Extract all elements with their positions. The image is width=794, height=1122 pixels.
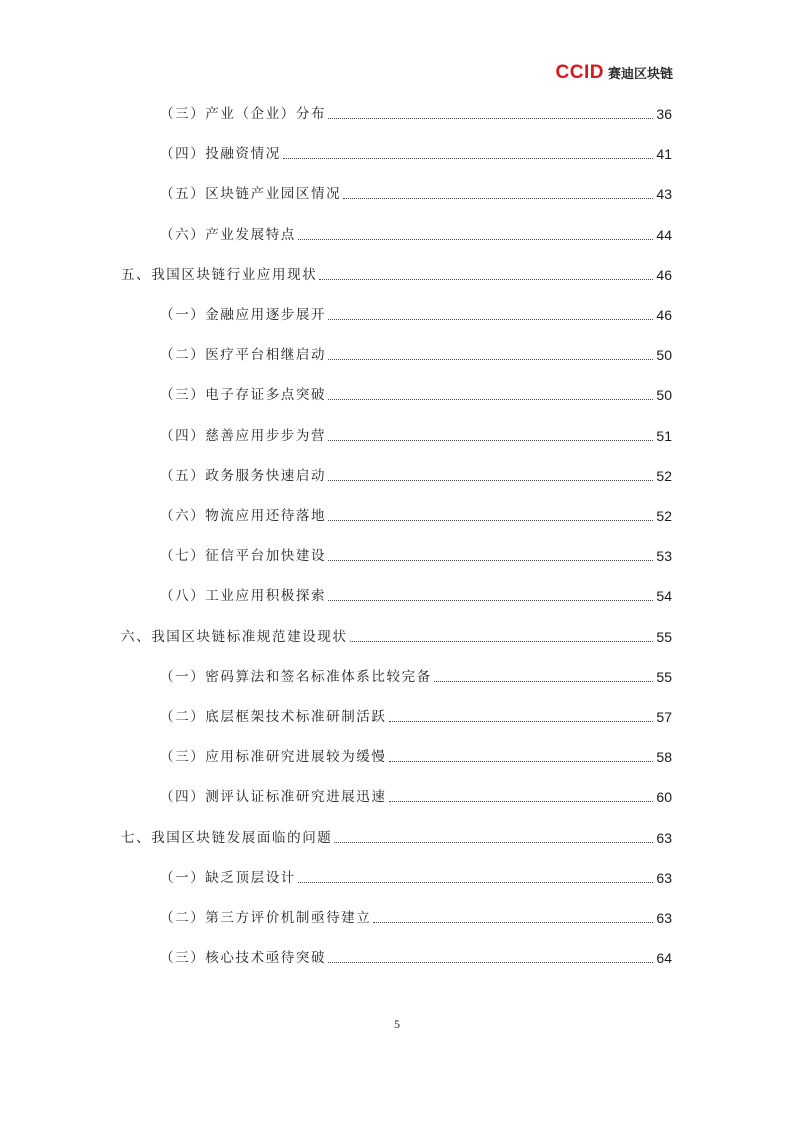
- toc-entry-title: （二）底层框架技术标准研制活跃: [160, 709, 387, 725]
- toc-entry-title: （六）物流应用还待落地: [160, 508, 327, 524]
- toc-section-entry[interactable]: [160, 544, 672, 566]
- toc-entry-page: 43: [656, 186, 672, 203]
- toc-entry-page: 53: [656, 548, 672, 565]
- toc-dot-leader: [328, 480, 653, 481]
- toc-dot-leader: [328, 962, 653, 963]
- toc-dot-leader: [343, 198, 653, 199]
- toc-section-entry[interactable]: [160, 665, 672, 687]
- toc-section-entry[interactable]: [160, 705, 672, 727]
- toc-entry-title: （三）核心技术亟待突破: [160, 950, 327, 967]
- toc-dot-leader: [389, 801, 654, 802]
- toc-dot-leader: [319, 279, 653, 280]
- toc-dot-leader: [389, 721, 654, 722]
- toc-section-entry[interactable]: [160, 866, 672, 888]
- toc-section-entry[interactable]: [160, 906, 672, 928]
- toc-entry-page: 60: [656, 789, 672, 806]
- toc-entry-page: 46: [656, 307, 672, 323]
- toc-dot-leader: [328, 560, 653, 561]
- toc-section-entry[interactable]: [160, 584, 672, 606]
- toc-entry-title: （六）产业发展特点: [160, 226, 296, 243]
- toc-dot-leader: [298, 882, 654, 883]
- toc-section-entry[interactable]: [160, 343, 672, 365]
- toc-section-entry[interactable]: [160, 182, 672, 204]
- toc-entry-page: 41: [656, 146, 672, 163]
- toc-section-entry[interactable]: [160, 464, 672, 486]
- toc-dot-leader: [298, 239, 654, 240]
- toc-dot-leader: [350, 641, 654, 642]
- toc-entry-title: （一）金融应用逐步展开: [160, 307, 327, 323]
- toc-dot-leader: [328, 440, 653, 441]
- toc-entry-page: 63: [656, 829, 672, 846]
- toc-dot-leader: [328, 319, 653, 320]
- toc-entry-title: （二）医疗平台相继启动: [160, 347, 327, 364]
- toc-dot-leader: [328, 118, 653, 119]
- toc-chapter-entry[interactable]: [121, 625, 672, 647]
- toc-dot-leader: [328, 600, 653, 601]
- toc-entry-title: （五）区块链产业园区情况: [160, 186, 342, 203]
- toc-section-entry[interactable]: [160, 223, 672, 245]
- header-brand-logo: [556, 62, 673, 84]
- toc-section-entry[interactable]: [160, 102, 672, 124]
- toc-entry-page: 52: [656, 508, 672, 524]
- toc-chapter-entry[interactable]: [121, 826, 672, 848]
- toc-dot-leader: [334, 842, 653, 843]
- toc-dot-leader: [389, 761, 654, 762]
- toc-section-entry[interactable]: [160, 946, 672, 968]
- toc-entry-page: 55: [656, 668, 672, 685]
- toc-entry-page: 54: [656, 588, 672, 605]
- toc-entry-title: （五）政务服务快速启动: [160, 467, 327, 484]
- toc-entry-title: （一）缺乏顶层设计: [160, 869, 296, 886]
- toc-section-entry[interactable]: [160, 383, 672, 405]
- toc-entry-title: （四）慈善应用步步为营: [160, 427, 327, 444]
- toc-entry-title: （三）应用标准研究进展较为缓慢: [160, 749, 387, 766]
- toc-entry-page: 63: [656, 910, 672, 926]
- page-number: 5: [394, 1017, 400, 1031]
- toc-section-entry[interactable]: [160, 303, 672, 325]
- toc-entry-page: 57: [656, 709, 672, 725]
- toc-dot-leader: [434, 681, 654, 682]
- toc-entry-page: 46: [656, 266, 672, 283]
- toc-dot-leader: [328, 399, 653, 400]
- toc-entry-title: （三）电子存证多点突破: [160, 387, 327, 404]
- toc-section-entry[interactable]: [160, 424, 672, 446]
- toc-dot-leader: [328, 520, 653, 521]
- toc-entry-page: 58: [656, 749, 672, 766]
- toc-entry-title: （八）工业应用积极探索: [160, 588, 327, 605]
- toc-entry-title: 七、我国区块链发展面临的问题: [121, 829, 333, 846]
- toc-entry-title: （一）密码算法和签名标准体系比较完备: [160, 668, 432, 685]
- toc-entry-page: 51: [656, 427, 672, 444]
- toc-section-entry[interactable]: [160, 745, 672, 767]
- toc-entry-title: （二）第三方评价机制亟待建立: [160, 910, 372, 926]
- toc-dot-leader: [328, 359, 653, 360]
- toc-dot-leader: [373, 922, 653, 923]
- toc-entry-page: 44: [656, 226, 672, 243]
- toc-section-entry[interactable]: [160, 504, 672, 526]
- toc-entry-title: （四）测评认证标准研究进展迅速: [160, 789, 387, 806]
- toc-entry-title: 六、我国区块链标准规范建设现状: [121, 628, 348, 645]
- toc-entry-title: （七）征信平台加快建设: [160, 548, 327, 565]
- brand-subtitle-text: 赛迪区块链: [607, 67, 673, 82]
- toc-entry-page: 50: [656, 347, 672, 364]
- toc-section-entry[interactable]: [160, 785, 672, 807]
- toc-entry-page: 64: [656, 950, 672, 967]
- toc-entry-page: 36: [656, 106, 672, 122]
- toc-dot-leader: [283, 158, 654, 159]
- toc-section-entry[interactable]: [160, 142, 672, 164]
- toc-entry-title: （四）投融资情况: [160, 146, 281, 163]
- toc-entry-title: 五、我国区块链行业应用现状: [121, 266, 318, 283]
- toc-chapter-entry[interactable]: [121, 263, 672, 285]
- toc-entry-page: 63: [656, 869, 672, 886]
- toc-entry-title: （三）产业（企业）分布: [160, 106, 327, 122]
- toc-entry-page: 50: [656, 387, 672, 404]
- toc-entry-page: 55: [656, 628, 672, 645]
- brand-ccid-text: CCID: [555, 62, 604, 83]
- toc-entry-page: 52: [656, 467, 672, 484]
